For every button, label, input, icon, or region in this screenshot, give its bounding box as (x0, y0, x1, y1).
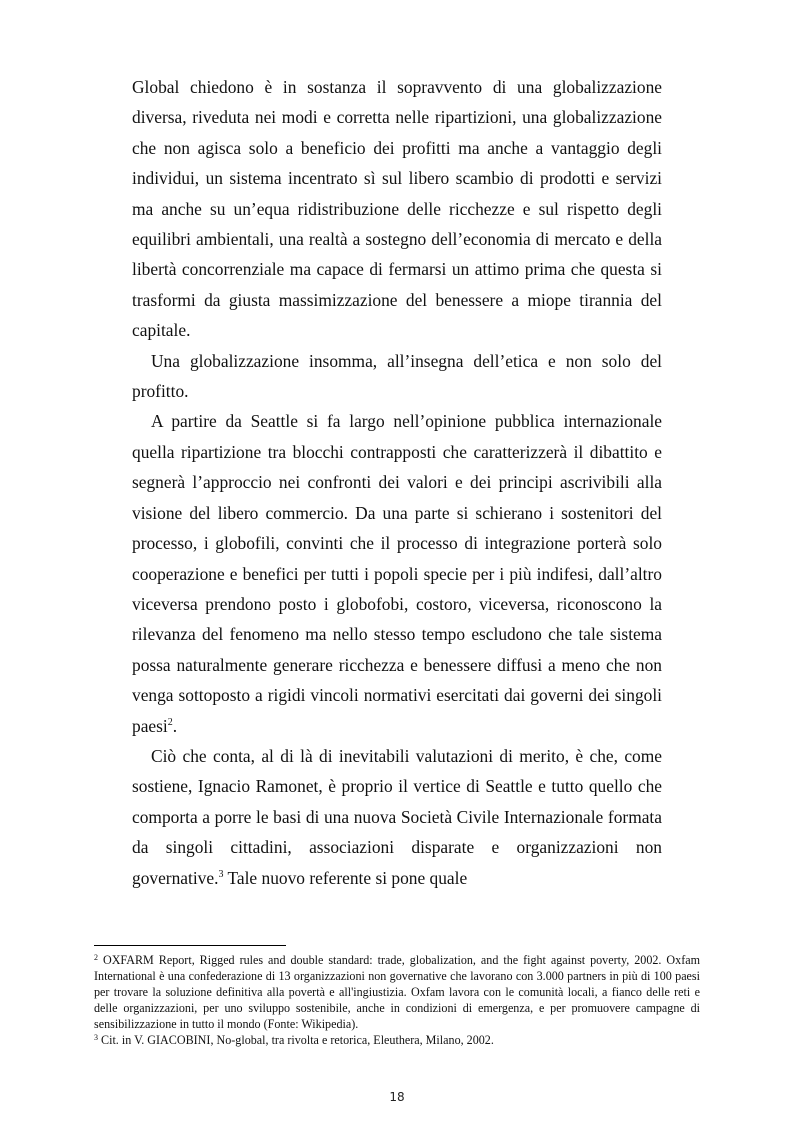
footnote-3 (94, 1032, 700, 1048)
footnote-separator (94, 945, 286, 946)
footnote-2 (94, 952, 700, 1032)
footnote-ref-2[interactable]: 2 (167, 716, 173, 728)
footnote-3-text: Cit. in V. GIACOBINI, No-global, tra rivolta e retorica, Eleuthera, Milano, 2002. (98, 1033, 494, 1047)
paragraph-2-text: Una globalizzazione insomma, all’insegna dell’etica e non solo del profitto. (132, 350, 662, 402)
paragraph-2 (132, 346, 662, 407)
footnote-ref-3[interactable]: 3 (218, 868, 224, 880)
paragraph-3-tail: . (172, 715, 178, 736)
paragraph-1-text: Global chiedono è in sostanza il sopravvento di una globalizzazione diversa, riveduta nei modi e corretta nelle ripartizioni, una globalizzazione che non agisca solo a beneficio dei profitti ma anche a vantaggio degli individui, un sistema incentrato sì sul libero scambio di prodotti e servizi ma anche su un’equa ridistribuzione delle ricchezze e sul rispetto degli equilibri ambientali, una realtà a sostegno dell’economia di mercato e della libertà concorrenziale ma capace di fermarsi un attimo prima che questa si trasformi da giusta massimizzazione del benessere a miope tirannia del capitale. (132, 77, 662, 341)
paragraph-4-text: Ciò che conta, al di là di inevitabili valutazioni di merito, è che, come sostiene, Ignacio Ramonet, è proprio il vertice di Seattle e tutto quello che comporta a porre le basi di una nuova Società Civile Internazionale formata da singoli cittadini, associazioni disparate e organizzazioni non governative. (132, 745, 662, 888)
paragraph-4-tail: Tale nuovo referente si pone quale (223, 867, 468, 888)
main-text (132, 72, 662, 893)
paragraph-1 (132, 72, 662, 346)
paragraph-3 (132, 406, 662, 740)
paragraph-4 (132, 741, 662, 893)
paragraph-3-text: A partire da Seattle si fa largo nell’opinione pubblica internazionale quella ripartizione tra blocchi contrapposti che caratterizzerà il dibattito e segnerà l’approccio nei confronti dei valori e dei principi ascrivibili alla visione del libero commercio. Da una parte si schierano i sostenitori del processo, i globofili, convinti che il processo di integrazione porterà solo cooperazione e benefici per tutti i popoli specie per i più indifesi, dall’altro viceversa prendono posto i globofobi, costoro, viceversa, riconoscono la rilevanza del fenomeno ma nello stesso tempo escludono che tale sistema possa naturalmente generare ricchezza e benessere diffusi a meno che non venga sottoposto a rigidi vincoli normativi esercitati dai governi dei singoli paesi (132, 411, 662, 736)
footnote-2-number: 2 (94, 953, 98, 962)
footnote-3-number: 3 (94, 1033, 98, 1042)
footnotes (94, 952, 700, 1048)
footnote-2-text: OXFARM Report, Rigged rules and double standard: trade, globalization, and the fight against poverty, 2002. Oxfam International è una confederazione di 13 organizzazioni non governative che lavorano con 3.000 partners in più di 100 paesi per trovare la soluzione definitiva alla povertà e all'ingiustizia. Oxfam lavora con le comunità locali, a fianco delle reti e delle organizzazioni, per uno sviluppo sostenibile, anche in condizioni di emergenza, e per promuovere campagne di sensibilizzazione in tutto il mondo (Fonte: Wikipedia). (94, 953, 700, 1031)
page-number: 18 (389, 1090, 405, 1104)
